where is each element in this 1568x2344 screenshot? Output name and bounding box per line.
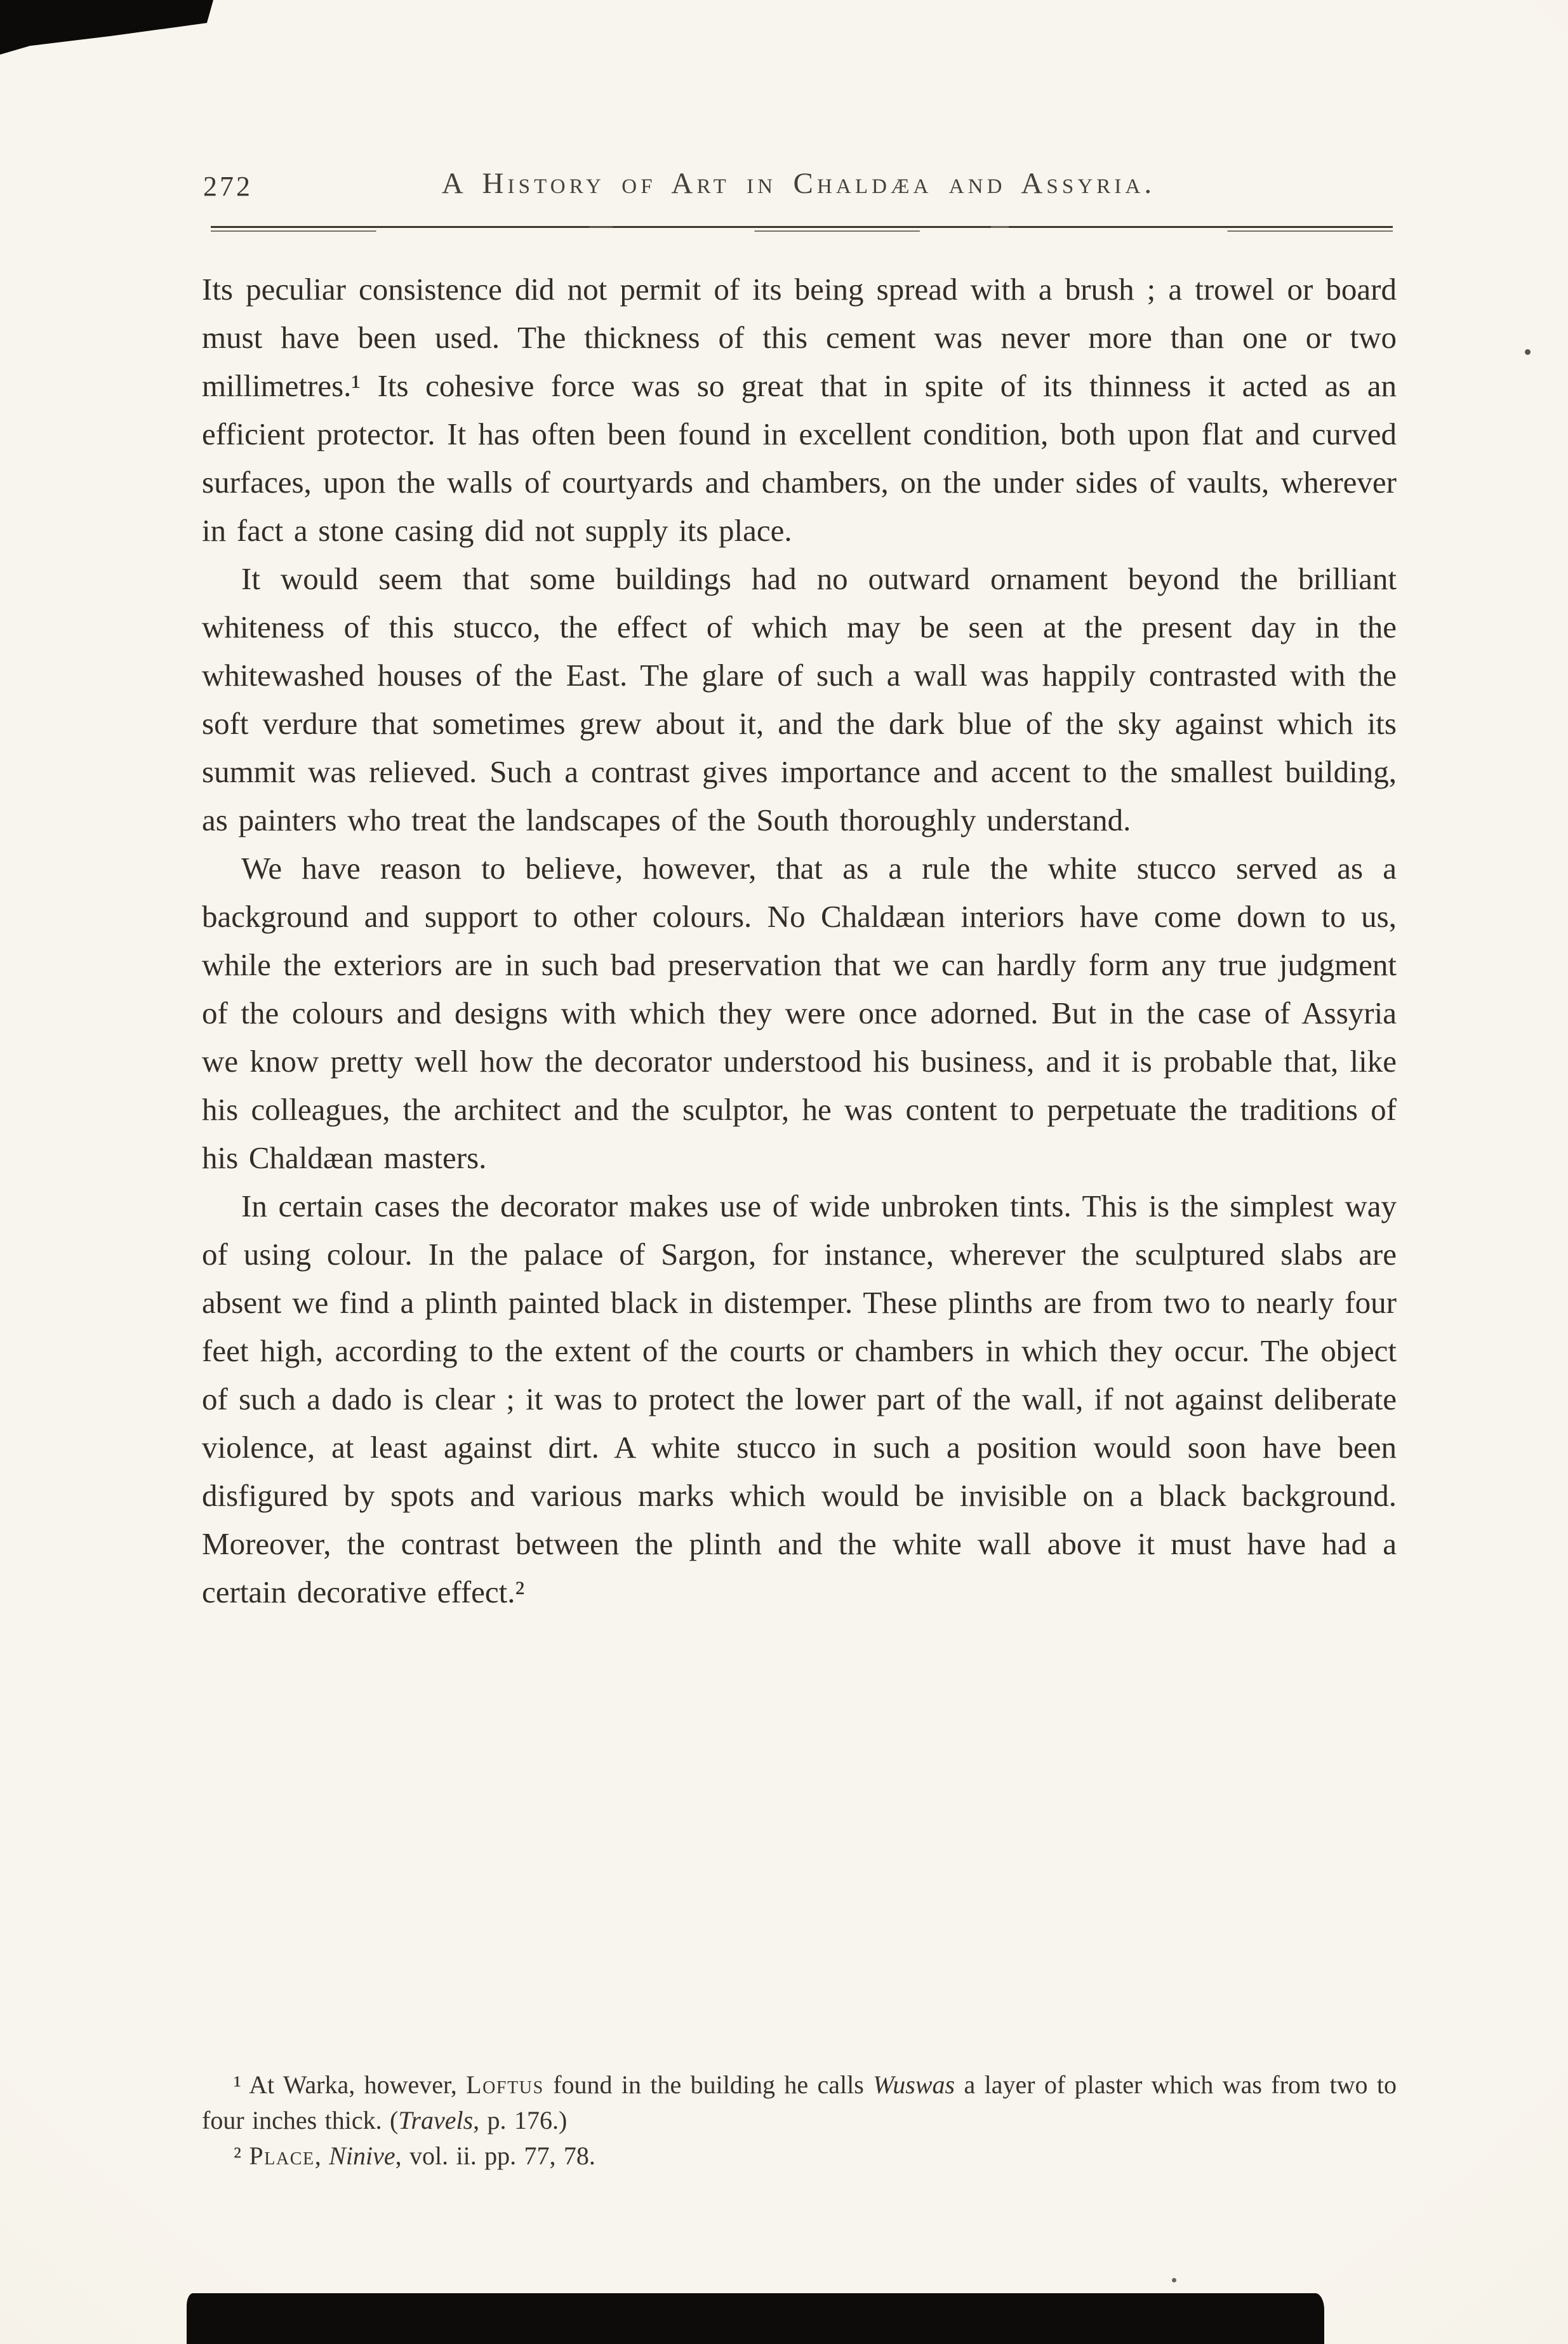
paragraph-1: Its peculiar consistence did not permit of its being spread with a brush ; a trowel or board must have been used. The thickness of this cement was never more than one or two millimetres.¹ Its cohesive force was so great that in spite of its thinness it acted as an efficient protector. It has often been found in excellent condition, both upon flat and curved surfaces, upon the walls of courtyards and chambers, on the under sides of vaults, wherever in fact a stone casing did not supply its place. — [202, 272, 1397, 548]
page-header — [202, 166, 1395, 201]
paragraph-2: It would seem that some buildings had no outward ornament beyond the brilliant whiteness of this stucco, the effect of which may be seen at the present day in the whitewashed houses of the East. The glare of such a wall was happily contrasted with the soft verdure that sometimes grew about it, and the dark blue of the sky against which its summit was relieved. Such a contrast gives importance and accent to the smallest building, as painters who treat the landscapes of the South thoroughly understand. — [202, 561, 1397, 837]
scan-artifact-bottom-bar — [187, 2293, 1324, 2344]
body-text — [202, 265, 1397, 1616]
header-rule-ghost-line — [211, 230, 1393, 232]
header-rule-line — [211, 226, 1393, 228]
header-rule — [211, 226, 1393, 234]
footnote-2: ² Place, Ninive, vol. ii. pp. 77, 78. — [234, 2141, 595, 2170]
footnote-1: ¹ At Warka, however, Loftus found in the building he calls Wuswas a layer of plaster which was from two to four inches thick. (Travels, p. 176.) — [202, 2070, 1397, 2134]
scan-speck-right-margin — [1525, 349, 1531, 355]
page-number: 272 — [203, 171, 253, 202]
scan-artifact-top-left — [0, 0, 213, 55]
paragraph-4: In certain cases the decorator makes use of wide unbroken tints. This is the simplest way of using colour. In the palace of Sargon, for instance, wherever the sculptured slabs are absent we find a plinth painted black in distemper. These plinths are from two to nearly four feet high, according to the extent of the courts or chambers in which they occur. The object of such a dado is clear ; it was to protect the lower part of the wall, if not against deliberate violence, at least against dirt. A white stucco in such a position would soon have been disfigured by spots and various marks which would be invisible on a black background. Moreover, the contrast between the plinth and the white wall above it must have had a certain decorative effect.² — [202, 1189, 1397, 1609]
scan-speck-bottom — [1172, 2278, 1176, 2282]
paragraph-3: We have reason to believe, however, that as a rule the white stucco served as a background and support to other colours. No Chaldæan interiors have come down to us, while the exteriors are in such bad preservation that we can hardly form any true judgment of the colours and designs with which they were once adorned. But in the case of Assyria we know pretty well how the decorator understood his business, and it is probable that, like his colleagues, the architect and the sculptor, he was content to perpetuate the traditions of his Chaldæan masters. — [202, 851, 1397, 1175]
running-title: A History of Art in Chaldæa and Assyria. — [441, 167, 1156, 200]
footnotes — [202, 2067, 1397, 2174]
